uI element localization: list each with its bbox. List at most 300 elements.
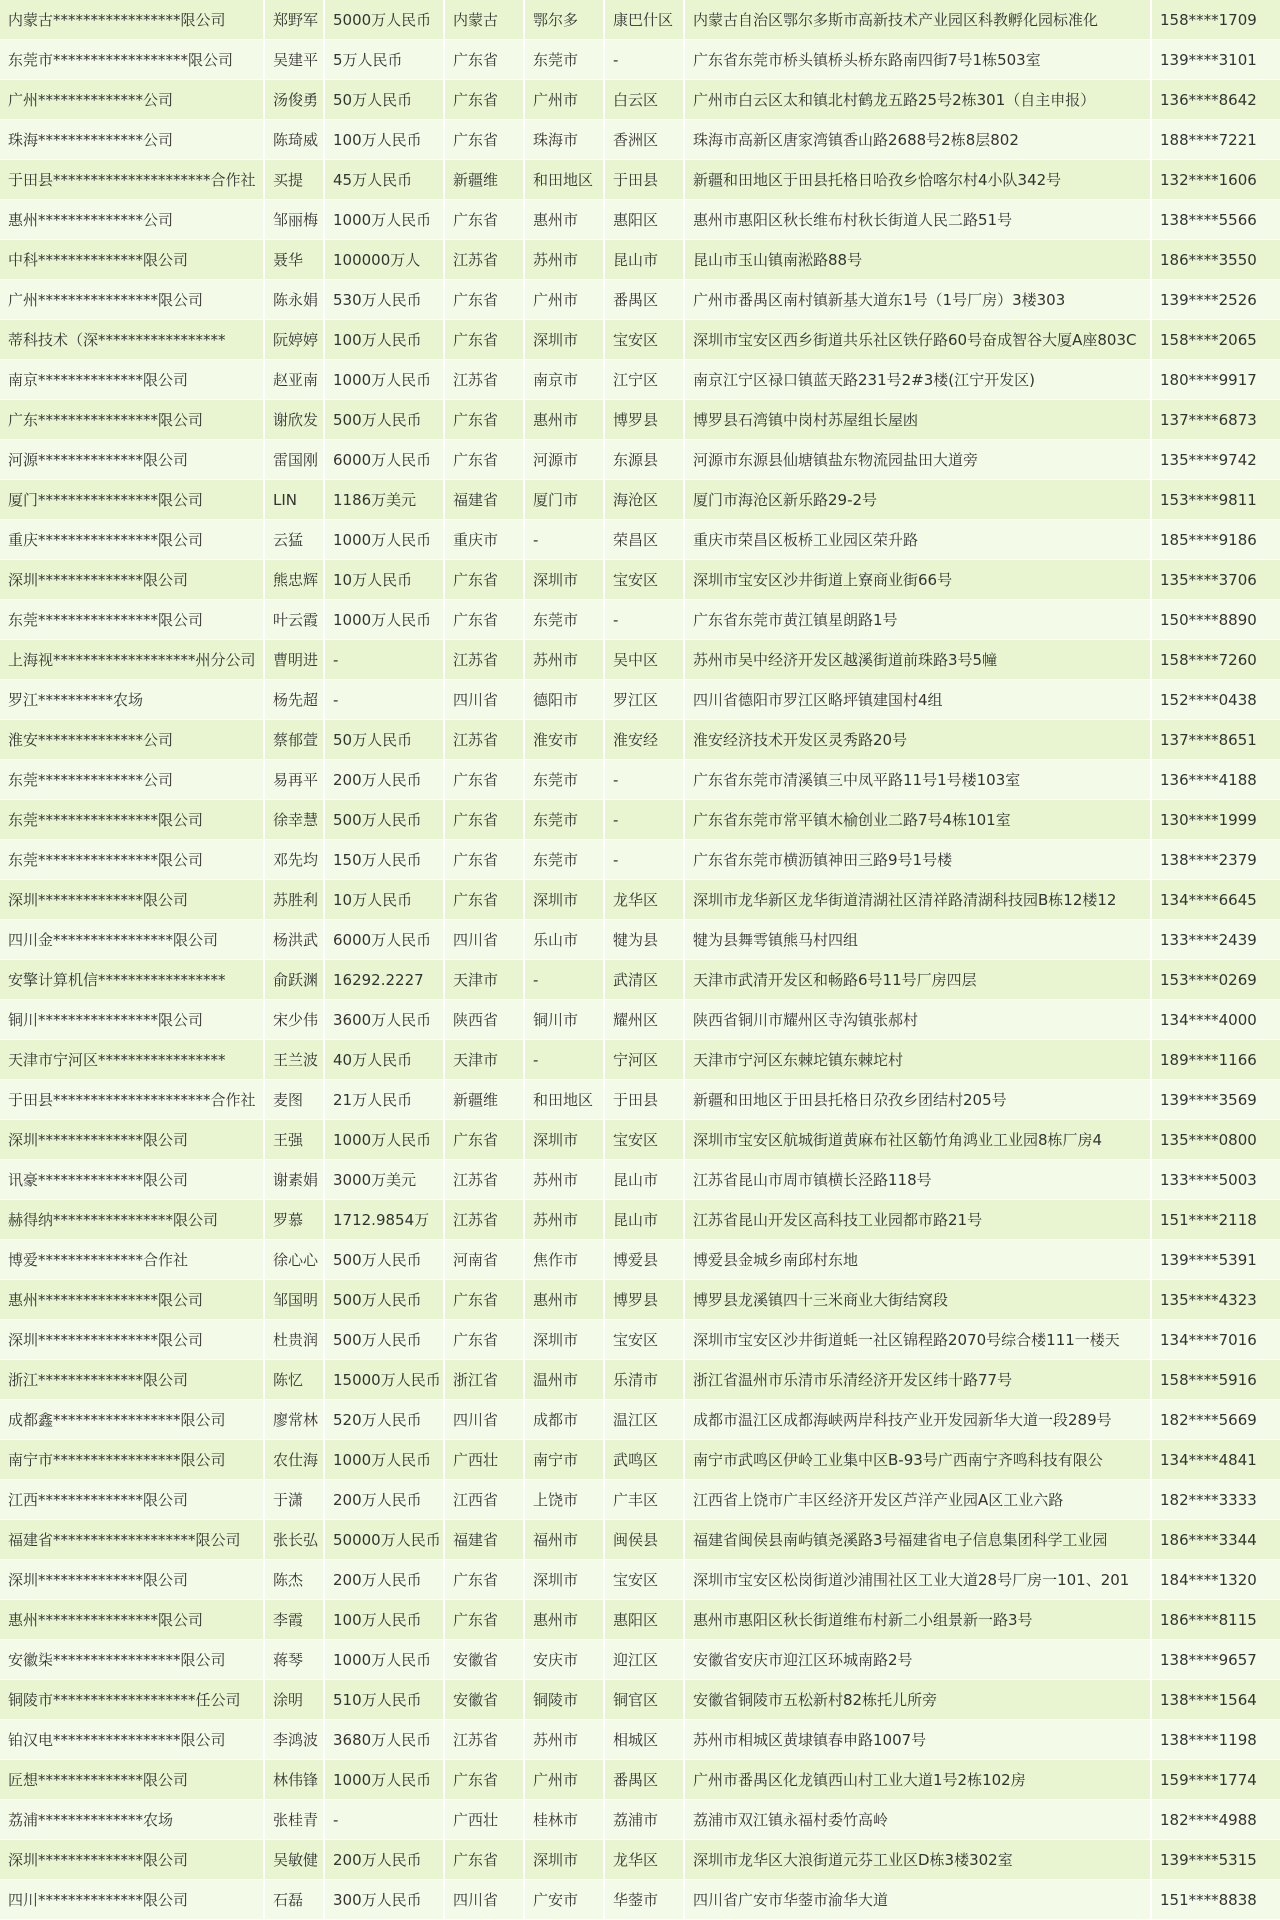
address-cell: 广东省东莞市常平镇木榆创业二路7号4栋101室 [685, 800, 1152, 840]
city-cell: 福州市 [525, 1520, 605, 1560]
phone-cell: 158****2065 [1152, 320, 1280, 360]
province-cell: 广东省 [445, 1560, 525, 1600]
phone-cell: 139****5391 [1152, 1240, 1280, 1280]
table-row [0, 800, 1280, 840]
legal-rep-cell: 汤俊勇 [265, 80, 325, 120]
registered-capital-cell: 50万人民币 [325, 80, 445, 120]
district-cell: 昆山市 [605, 240, 685, 280]
legal-rep-cell: 吴敏健 [265, 1840, 325, 1880]
legal-rep-cell: 杨先超 [265, 680, 325, 720]
address-cell: 新疆和田地区于田县托格日尕孜乡团结村205号 [685, 1080, 1152, 1120]
company-name-cell: 深圳**************限公司 [0, 880, 265, 920]
table-row [0, 1080, 1280, 1120]
address-cell: 深圳市龙华区大浪街道元芬工业区D栋3楼302室 [685, 1840, 1152, 1880]
registered-capital-cell: 530万人民币 [325, 280, 445, 320]
registered-capital-cell: 6000万人民币 [325, 440, 445, 480]
province-cell: 广东省 [445, 1120, 525, 1160]
company-name-cell: 深圳**************限公司 [0, 1560, 265, 1600]
company-name-cell: 荔浦**************农场 [0, 1800, 265, 1840]
legal-rep-cell: 邹国明 [265, 1280, 325, 1320]
legal-rep-cell: 买提 [265, 160, 325, 200]
legal-rep-cell: 廖常林 [265, 1400, 325, 1440]
company-name-cell: 天津市宁河区***************** [0, 1040, 265, 1080]
province-cell: 广西壮 [445, 1440, 525, 1480]
legal-rep-cell: 邹丽梅 [265, 200, 325, 240]
table-row [0, 640, 1280, 680]
table-row [0, 680, 1280, 720]
district-cell: 宝安区 [605, 1320, 685, 1360]
company-name-cell: 惠州****************限公司 [0, 1280, 265, 1320]
registered-capital-cell: 500万人民币 [325, 400, 445, 440]
table-row [0, 1600, 1280, 1640]
registered-capital-cell: 40万人民币 [325, 1040, 445, 1080]
registered-capital-cell: 1000万人民币 [325, 600, 445, 640]
address-cell: 惠州市惠阳区秋长维布村秋长街道人民二路51号 [685, 200, 1152, 240]
city-cell: 河源市 [525, 440, 605, 480]
province-cell: 广东省 [445, 760, 525, 800]
city-cell: 苏州市 [525, 640, 605, 680]
registered-capital-cell: 1712.9854万 [325, 1200, 445, 1240]
company-name-cell: 四川**************限公司 [0, 1880, 265, 1920]
legal-rep-cell: 陈永娟 [265, 280, 325, 320]
city-cell: 苏州市 [525, 1720, 605, 1760]
legal-rep-cell: 陈忆 [265, 1360, 325, 1400]
district-cell: 白云区 [605, 80, 685, 120]
company-name-cell: 铜川****************限公司 [0, 1000, 265, 1040]
legal-rep-cell: 谢欣发 [265, 400, 325, 440]
phone-cell: 185****9186 [1152, 520, 1280, 560]
phone-cell: 182****4988 [1152, 1800, 1280, 1840]
company-name-cell: 广州**************公司 [0, 80, 265, 120]
phone-cell: 134****4841 [1152, 1440, 1280, 1480]
city-cell: 广州市 [525, 80, 605, 120]
address-cell: 安徽省安庆市迎江区环城南路2号 [685, 1640, 1152, 1680]
company-name-cell: 铜陵市*******************任公司 [0, 1680, 265, 1720]
registered-capital-cell: 3600万人民币 [325, 1000, 445, 1040]
registered-capital-cell: 200万人民币 [325, 1480, 445, 1520]
province-cell: 天津市 [445, 1040, 525, 1080]
legal-rep-cell: 聂华 [265, 240, 325, 280]
province-cell: 江苏省 [445, 360, 525, 400]
legal-rep-cell: 杜贵润 [265, 1320, 325, 1360]
table-row [0, 920, 1280, 960]
company-name-cell: 上海视*******************州分公司 [0, 640, 265, 680]
company-name-cell: 安擎计算机信***************** [0, 960, 265, 1000]
province-cell: 陕西省 [445, 1000, 525, 1040]
phone-cell: 151****2118 [1152, 1200, 1280, 1240]
city-cell: 安庆市 [525, 1640, 605, 1680]
district-cell: 昆山市 [605, 1200, 685, 1240]
province-cell: 江苏省 [445, 240, 525, 280]
registered-capital-cell: 50万人民币 [325, 720, 445, 760]
city-cell: 和田地区 [525, 160, 605, 200]
table-row [0, 1040, 1280, 1080]
table-row [0, 80, 1280, 120]
address-cell: 深圳市宝安区沙井街道上寮商业街66号 [685, 560, 1152, 600]
phone-cell: 139****3101 [1152, 40, 1280, 80]
registered-capital-cell: 520万人民币 [325, 1400, 445, 1440]
table-row [0, 1400, 1280, 1440]
district-cell: 于田县 [605, 160, 685, 200]
company-name-cell: 广州****************限公司 [0, 280, 265, 320]
city-cell: 惠州市 [525, 1280, 605, 1320]
legal-rep-cell: 陈琦威 [265, 120, 325, 160]
address-cell: 厦门市海沧区新乐路29-2号 [685, 480, 1152, 520]
address-cell: 深圳市宝安区沙井街道蚝一社区锦程路2070号综合楼111一楼天 [685, 1320, 1152, 1360]
province-cell: 广东省 [445, 320, 525, 360]
phone-cell: 135****4323 [1152, 1280, 1280, 1320]
city-cell: 深圳市 [525, 1840, 605, 1880]
registered-capital-cell: 21万人民币 [325, 1080, 445, 1120]
district-cell: 温江区 [605, 1400, 685, 1440]
province-cell: 广东省 [445, 800, 525, 840]
company-name-cell: 博爱**************合作社 [0, 1240, 265, 1280]
address-cell: 苏州市吴中经济开发区越溪街道前珠路3号5幢 [685, 640, 1152, 680]
district-cell: 康巴什区 [605, 0, 685, 40]
address-cell: 昆山市玉山镇南淞路88号 [685, 240, 1152, 280]
address-cell: 江苏省昆山市周市镇横长泾路118号 [685, 1160, 1152, 1200]
table-row [0, 520, 1280, 560]
district-cell: 武清区 [605, 960, 685, 1000]
district-cell: 铜官区 [605, 1680, 685, 1720]
address-cell: 深圳市宝安区航城街道黄麻布社区簕竹角鸿业工业园8栋厂房4 [685, 1120, 1152, 1160]
company-name-cell: 福建省*******************限公司 [0, 1520, 265, 1560]
company-name-cell: 东莞**************公司 [0, 760, 265, 800]
phone-cell: 134****4000 [1152, 1000, 1280, 1040]
table-row [0, 1280, 1280, 1320]
district-cell: 龙华区 [605, 1840, 685, 1880]
company-name-cell: 江西**************限公司 [0, 1480, 265, 1520]
city-cell: 温州市 [525, 1360, 605, 1400]
address-cell: 南宁市武鸣区伊岭工业集中区B-93号广西南宁齐鸣科技有限公 [685, 1440, 1152, 1480]
table-row [0, 280, 1280, 320]
district-cell: 龙华区 [605, 880, 685, 920]
province-cell: 广东省 [445, 280, 525, 320]
district-cell: 广丰区 [605, 1480, 685, 1520]
company-name-cell: 四川金****************限公司 [0, 920, 265, 960]
phone-cell: 137****8651 [1152, 720, 1280, 760]
company-name-cell: 内蒙古*****************限公司 [0, 0, 265, 40]
registered-capital-cell: 16292.2227 [325, 960, 445, 1000]
table-row [0, 1440, 1280, 1480]
registered-capital-cell: 500万人民币 [325, 1320, 445, 1360]
legal-rep-cell: 李霞 [265, 1600, 325, 1640]
district-cell: 宝安区 [605, 320, 685, 360]
table-row [0, 600, 1280, 640]
city-cell: 淮安市 [525, 720, 605, 760]
city-cell: 广州市 [525, 1760, 605, 1800]
address-cell: 淮安经济技术开发区灵秀路20号 [685, 720, 1152, 760]
phone-cell: 151****8838 [1152, 1880, 1280, 1920]
registered-capital-cell: 100万人民币 [325, 320, 445, 360]
registered-capital-cell: - [325, 1800, 445, 1840]
district-cell: 博罗县 [605, 1280, 685, 1320]
phone-cell: 188****7221 [1152, 120, 1280, 160]
address-cell: 广东省东莞市横沥镇神田三路9号1号楼 [685, 840, 1152, 880]
address-cell: 深圳市龙华新区龙华街道清湖社区清祥路清湖科技园B栋12楼12 [685, 880, 1152, 920]
registered-capital-cell: 300万人民币 [325, 1880, 445, 1920]
phone-cell: 138****2379 [1152, 840, 1280, 880]
province-cell: 天津市 [445, 960, 525, 1000]
address-cell: 珠海市高新区唐家湾镇香山路2688号2栋8层802 [685, 120, 1152, 160]
district-cell: 宝安区 [605, 1560, 685, 1600]
phone-cell: 135****0800 [1152, 1120, 1280, 1160]
legal-rep-cell: 吴建平 [265, 40, 325, 80]
address-cell: 江苏省昆山开发区高科技工业园都市路21号 [685, 1200, 1152, 1240]
city-cell: 南京市 [525, 360, 605, 400]
legal-rep-cell: 阮婷婷 [265, 320, 325, 360]
district-cell: 荔浦市 [605, 1800, 685, 1840]
address-cell: 广州市白云区太和镇北村鹤龙五路25号2栋301（自主申报） [685, 80, 1152, 120]
phone-cell: 158****1709 [1152, 0, 1280, 40]
province-cell: 广东省 [445, 440, 525, 480]
city-cell: - [525, 1040, 605, 1080]
phone-cell: 136****8642 [1152, 80, 1280, 120]
phone-cell: 184****1320 [1152, 1560, 1280, 1600]
district-cell: 淮安经 [605, 720, 685, 760]
province-cell: 江苏省 [445, 1160, 525, 1200]
legal-rep-cell: 农仕海 [265, 1440, 325, 1480]
legal-rep-cell: 曹明进 [265, 640, 325, 680]
table-row [0, 1320, 1280, 1360]
registered-capital-cell: 510万人民币 [325, 1680, 445, 1720]
table-row [0, 880, 1280, 920]
district-cell: 乐清市 [605, 1360, 685, 1400]
province-cell: 广东省 [445, 1840, 525, 1880]
city-cell: 铜川市 [525, 1000, 605, 1040]
city-cell: 苏州市 [525, 1200, 605, 1240]
city-cell: 桂林市 [525, 1800, 605, 1840]
company-name-cell: 浙江**************限公司 [0, 1360, 265, 1400]
province-cell: 四川省 [445, 920, 525, 960]
registered-capital-cell: - [325, 640, 445, 680]
district-cell: 昆山市 [605, 1160, 685, 1200]
city-cell: 广安市 [525, 1880, 605, 1920]
registered-capital-cell: 200万人民币 [325, 1560, 445, 1600]
city-cell: 珠海市 [525, 120, 605, 160]
address-cell: 深圳市宝安区松岗街道沙浦围社区工业大道28号厂房一101、201 [685, 1560, 1152, 1600]
address-cell: 四川省德阳市罗江区略坪镇建国村4组 [685, 680, 1152, 720]
province-cell: 广东省 [445, 600, 525, 640]
company-name-cell: 中科**************限公司 [0, 240, 265, 280]
address-cell: 内蒙古自治区鄂尔多斯市高新技术产业园区科教孵化园标准化 [685, 0, 1152, 40]
city-cell: 深圳市 [525, 320, 605, 360]
district-cell: 荣昌区 [605, 520, 685, 560]
table-row [0, 1760, 1280, 1800]
province-cell: 广东省 [445, 1280, 525, 1320]
address-cell: 陕西省铜川市耀州区寺沟镇张郝村 [685, 1000, 1152, 1040]
legal-rep-cell: 于潇 [265, 1480, 325, 1520]
table-row [0, 1120, 1280, 1160]
address-cell: 广东省东莞市黄江镇星朗路1号 [685, 600, 1152, 640]
legal-rep-cell: 徐心心 [265, 1240, 325, 1280]
company-name-cell: 于田县*********************合作社 [0, 160, 265, 200]
address-cell: 博罗县龙溪镇四十三米商业大街结窝段 [685, 1280, 1152, 1320]
address-cell: 南京江宁区禄口镇蓝天路231号2#3楼(江宁开发区) [685, 360, 1152, 400]
province-cell: 新疆维 [445, 1080, 525, 1120]
company-name-cell: 南宁市*****************限公司 [0, 1440, 265, 1480]
table-row [0, 1160, 1280, 1200]
company-name-cell: 淮安**************公司 [0, 720, 265, 760]
city-cell: 成都市 [525, 1400, 605, 1440]
province-cell: 广东省 [445, 560, 525, 600]
city-cell: 鄂尔多 [525, 0, 605, 40]
registered-capital-cell: 500万人民币 [325, 1280, 445, 1320]
table-row [0, 720, 1280, 760]
phone-cell: 139****5315 [1152, 1840, 1280, 1880]
table-row [0, 1720, 1280, 1760]
district-cell: 于田县 [605, 1080, 685, 1120]
address-cell: 犍为县舞雩镇熊马村四组 [685, 920, 1152, 960]
address-cell: 广州市番禺区化龙镇西山村工业大道1号2栋102房 [685, 1760, 1152, 1800]
province-cell: 广东省 [445, 1320, 525, 1360]
legal-rep-cell: 蔡郁萱 [265, 720, 325, 760]
table-row [0, 840, 1280, 880]
phone-cell: 139****2526 [1152, 280, 1280, 320]
legal-rep-cell: 叶云霞 [265, 600, 325, 640]
district-cell: 海沧区 [605, 480, 685, 520]
legal-rep-cell: 熊忠辉 [265, 560, 325, 600]
phone-cell: 182****3333 [1152, 1480, 1280, 1520]
phone-cell: 182****5669 [1152, 1400, 1280, 1440]
company-name-cell: 安徽柒*****************限公司 [0, 1640, 265, 1680]
phone-cell: 152****0438 [1152, 680, 1280, 720]
phone-cell: 132****1606 [1152, 160, 1280, 200]
table-row [0, 160, 1280, 200]
province-cell: 河南省 [445, 1240, 525, 1280]
district-cell: - [605, 760, 685, 800]
address-cell: 四川省广安市华蓥市渝华大道 [685, 1880, 1152, 1920]
phone-cell: 134****7016 [1152, 1320, 1280, 1360]
registered-capital-cell: 100000万人 [325, 240, 445, 280]
address-cell: 新疆和田地区于田县托格日哈孜乡恰喀尔村4小队342号 [685, 160, 1152, 200]
phone-cell: 135****3706 [1152, 560, 1280, 600]
company-name-cell: 广东****************限公司 [0, 400, 265, 440]
phone-cell: 158****7260 [1152, 640, 1280, 680]
province-cell: 广西壮 [445, 1800, 525, 1840]
registered-capital-cell: 1000万人民币 [325, 1760, 445, 1800]
province-cell: 浙江省 [445, 1360, 525, 1400]
address-cell: 江西省上饶市广丰区经济开发区芦洋产业园A区工业六路 [685, 1480, 1152, 1520]
city-cell: 深圳市 [525, 1120, 605, 1160]
district-cell: 宝安区 [605, 1120, 685, 1160]
district-cell: 罗江区 [605, 680, 685, 720]
legal-rep-cell: 石磊 [265, 1880, 325, 1920]
phone-cell: 136****4188 [1152, 760, 1280, 800]
city-cell: 上饶市 [525, 1480, 605, 1520]
city-cell: 深圳市 [525, 1320, 605, 1360]
legal-rep-cell: 陈杰 [265, 1560, 325, 1600]
legal-rep-cell: 云猛 [265, 520, 325, 560]
address-cell: 广东省东莞市桥头镇桥头桥东路南四街7号1栋503室 [685, 40, 1152, 80]
phone-cell: 139****3569 [1152, 1080, 1280, 1120]
phone-cell: 134****6645 [1152, 880, 1280, 920]
phone-cell: 180****9917 [1152, 360, 1280, 400]
phone-cell: 150****8890 [1152, 600, 1280, 640]
legal-rep-cell: 张桂青 [265, 1800, 325, 1840]
registered-capital-cell: - [325, 680, 445, 720]
registered-capital-cell: 200万人民币 [325, 760, 445, 800]
address-cell: 天津市武清开发区和畅路6号11号厂房四层 [685, 960, 1152, 1000]
province-cell: 广东省 [445, 400, 525, 440]
legal-rep-cell: 宋少伟 [265, 1000, 325, 1040]
company-name-cell: 讯豪**************限公司 [0, 1160, 265, 1200]
address-cell: 博爱县金城乡南邱村东地 [685, 1240, 1152, 1280]
table-row [0, 120, 1280, 160]
table-row [0, 400, 1280, 440]
registered-capital-cell: 5000万人民币 [325, 0, 445, 40]
table-row [0, 1000, 1280, 1040]
district-cell: 惠阳区 [605, 200, 685, 240]
address-cell: 惠州市惠阳区秋长街道维布村新二小组景新一路3号 [685, 1600, 1152, 1640]
company-name-cell: 惠州****************限公司 [0, 1600, 265, 1640]
phone-cell: 138****1198 [1152, 1720, 1280, 1760]
district-cell: 博爱县 [605, 1240, 685, 1280]
legal-rep-cell: 苏胜利 [265, 880, 325, 920]
company-name-cell: 深圳****************限公司 [0, 1320, 265, 1360]
province-cell: 四川省 [445, 1400, 525, 1440]
phone-cell: 186****3550 [1152, 240, 1280, 280]
registered-capital-cell: 1186万美元 [325, 480, 445, 520]
company-name-cell: 重庆****************限公司 [0, 520, 265, 560]
legal-rep-cell: 徐幸慧 [265, 800, 325, 840]
phone-cell: 135****9742 [1152, 440, 1280, 480]
address-cell: 福建省闽侯县南屿镇尧溪路3号福建省电子信息集团科学工业园 [685, 1520, 1152, 1560]
address-cell: 广东省东莞市清溪镇三中凤平路11号1号楼103室 [685, 760, 1152, 800]
address-cell: 苏州市相城区黄埭镇春申路1007号 [685, 1720, 1152, 1760]
company-name-cell: 东莞****************限公司 [0, 600, 265, 640]
table-row [0, 1640, 1280, 1680]
legal-rep-cell: 雷国刚 [265, 440, 325, 480]
phone-cell: 133****5003 [1152, 1160, 1280, 1200]
province-cell: 福建省 [445, 480, 525, 520]
phone-cell: 189****1166 [1152, 1040, 1280, 1080]
table-row [0, 1680, 1280, 1720]
province-cell: 广东省 [445, 120, 525, 160]
province-cell: 内蒙古 [445, 0, 525, 40]
table-row [0, 1240, 1280, 1280]
company-name-cell: 南京**************限公司 [0, 360, 265, 400]
company-name-cell: 珠海**************公司 [0, 120, 265, 160]
city-cell: 东莞市 [525, 600, 605, 640]
district-cell: 惠阳区 [605, 1600, 685, 1640]
company-name-cell: 东莞****************限公司 [0, 800, 265, 840]
province-cell: 新疆维 [445, 160, 525, 200]
phone-cell: 158****5916 [1152, 1360, 1280, 1400]
address-cell: 深圳市宝安区西乡街道共乐社区铁仔路60号奋成智谷大厦A座803C [685, 320, 1152, 360]
address-cell: 浙江省温州市乐清市乐清经济开发区纬十路77号 [685, 1360, 1152, 1400]
registered-capital-cell: 1000万人民币 [325, 1120, 445, 1160]
registered-capital-cell: 500万人民币 [325, 1240, 445, 1280]
province-cell: 重庆市 [445, 520, 525, 560]
district-cell: - [605, 840, 685, 880]
district-cell: 东源县 [605, 440, 685, 480]
city-cell: 惠州市 [525, 200, 605, 240]
company-name-cell: 深圳**************限公司 [0, 1840, 265, 1880]
registered-capital-cell: 10万人民币 [325, 880, 445, 920]
legal-rep-cell: 李鸿波 [265, 1720, 325, 1760]
phone-cell: 159****1774 [1152, 1760, 1280, 1800]
address-cell: 博罗县石湾镇中岗村苏屋组长屋凼 [685, 400, 1152, 440]
province-cell: 广东省 [445, 200, 525, 240]
district-cell: 番禺区 [605, 280, 685, 320]
table-row [0, 760, 1280, 800]
legal-rep-cell: 张长弘 [265, 1520, 325, 1560]
city-cell: 东莞市 [525, 760, 605, 800]
table-row [0, 1520, 1280, 1560]
legal-rep-cell: 赵亚南 [265, 360, 325, 400]
district-cell: 博罗县 [605, 400, 685, 440]
